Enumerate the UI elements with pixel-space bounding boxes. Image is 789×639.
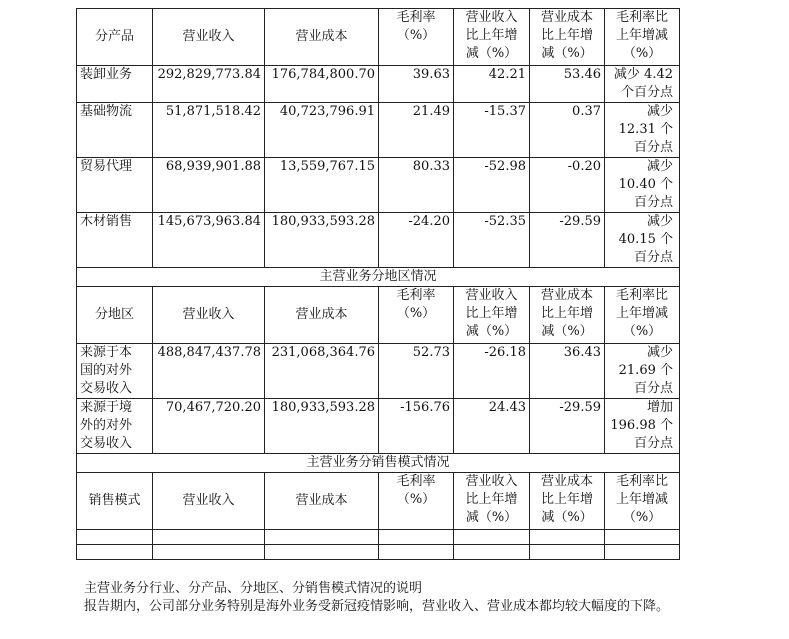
- section-title-row: [77, 268, 680, 287]
- product-header-row: [77, 9, 680, 66]
- table-row: 贸易代理 68,939,901.88 13,559,767.15 80.33 -52.98 -0.20 减少 10.40 个 百分点: [77, 158, 680, 213]
- header-region: 分地区: [77, 287, 153, 344]
- table-row: 来源于本 国的对外 交易收入 488,847,437.78 231,068,364.76 52.73 -26.18 36.43 减少 21.69 个 百分点: [77, 344, 680, 399]
- table-row: 木材销售 145,673,963.84 180,933,593.28 -24.20 -52.35 -29.59 减少 40.15 个 百分点: [77, 213, 680, 268]
- empty-row: [77, 545, 680, 560]
- sales-section-title: 主营业务分销售模式情况: [77, 454, 680, 473]
- region-section-title: 主营业务分地区情况: [77, 268, 680, 287]
- region-header-row: 分地区 营业收入 营业成本 毛利率 （%） 营业收入 比上年增 减（%） 营业成本 比上年增 减（%） 毛利率比 上年增减 （%）: [77, 287, 680, 344]
- header-cost: 营业成本: [265, 9, 379, 66]
- header-margin: 毛利率 （%）: [379, 9, 454, 66]
- notes-heading: 主营业务分行业、分产品、分地区、分销售模式情况的说明: [84, 581, 423, 596]
- empty-row: [77, 530, 680, 545]
- header-margin-change: 毛利率比 上年增减 （%）: [605, 9, 680, 66]
- section-title-row: [77, 454, 680, 473]
- header-revenue: 营业收入: [153, 9, 265, 66]
- table-row: 装卸业务 292,829,773.84 176,784,800.70 39.63 42.21 53.46 减少 4.42 个百分点: [77, 66, 680, 103]
- header-sales-mode: 销售模式: [77, 473, 153, 530]
- table-row: 来源于境 外的对外 交易收入 70,467,720.20 180,933,593.28 -156.76 24.43 -29.59 增加 196.98 个 百分点: [77, 399, 680, 454]
- notes-body: 报告期内，公司部分业务特别是海外业务受新冠疫情影响，营业收入、营业成本都均较大幅度的下降。: [84, 599, 670, 614]
- table-row: 基础物流 51,871,518.42 40,723,796.91 21.49 -15.37 0.37 减少 12.31 个 百分点: [77, 103, 680, 158]
- header-product: 分产品: [77, 9, 153, 66]
- sales-header-row: 销售模式 营业收入 营业成本 毛利率 （%） 营业收入 比上年增 减（%） 营业成本 比上年增 减（%） 毛利率比 上年增减 （%）: [77, 473, 680, 530]
- notes-section: [84, 580, 704, 616]
- header-rev-change: 营业收入 比上年增 减（%）: [454, 9, 530, 66]
- main-business-table: [76, 8, 680, 560]
- header-cost-change: 营业成本 比上年增 减（%）: [530, 9, 605, 66]
